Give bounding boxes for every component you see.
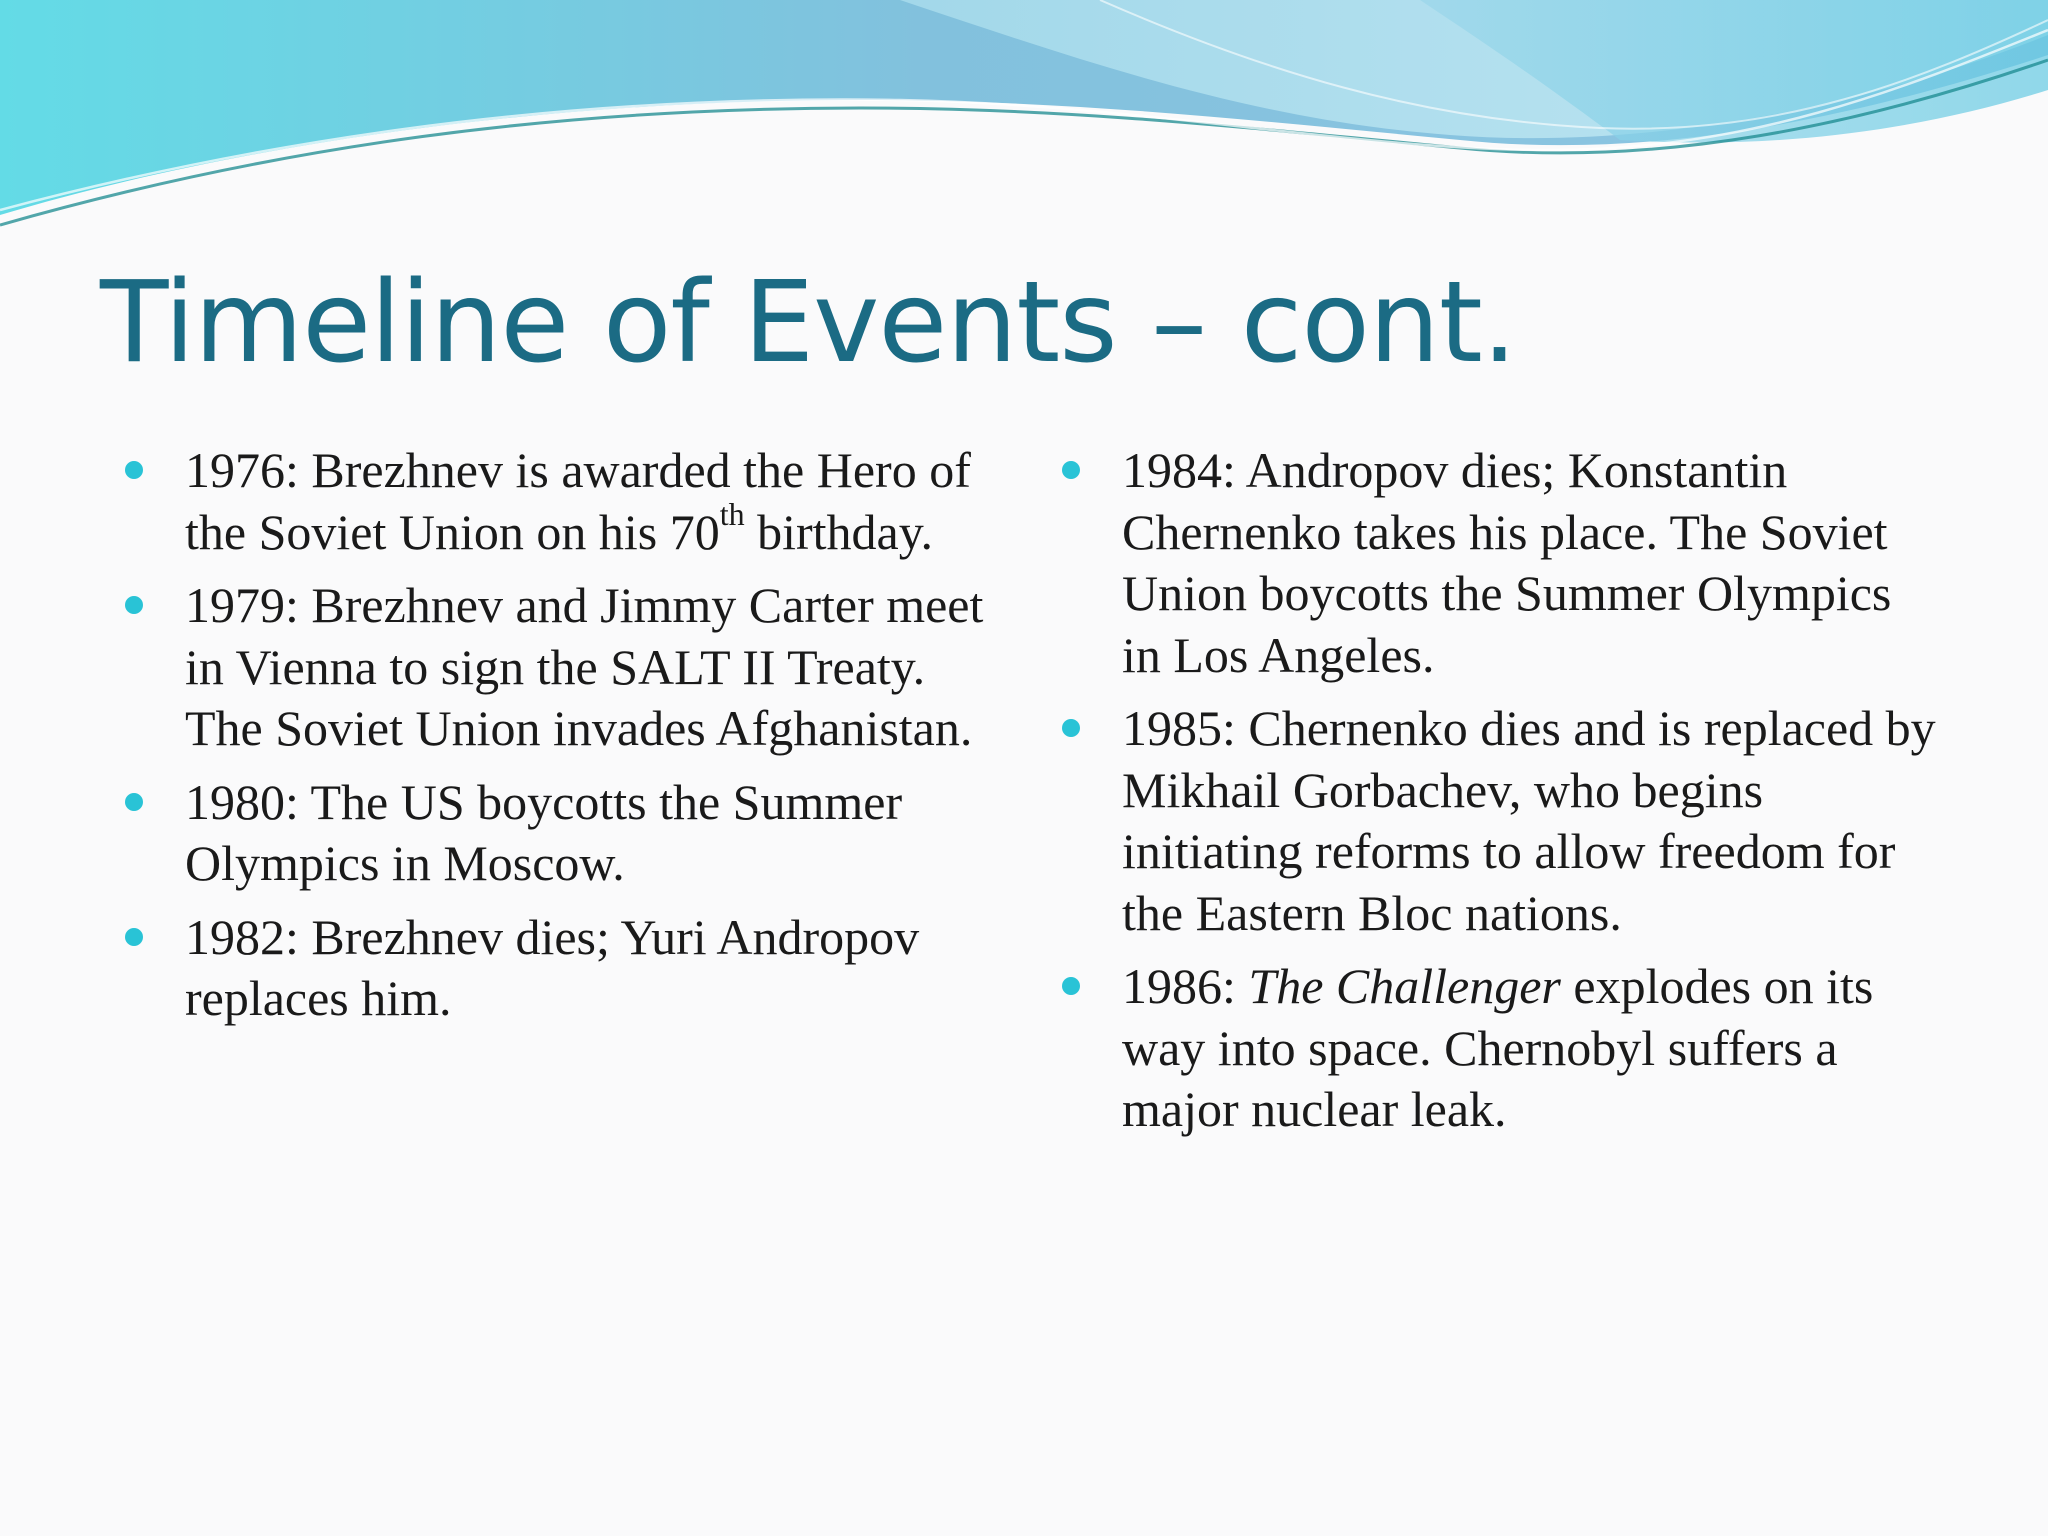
slide-title: Timeline of Events – cont.	[100, 258, 1517, 388]
superscript: th	[719, 495, 745, 532]
bullet-text: 1986: The Challenger explodes on its way into space. Chernobyl suffers a major nuclear leak.	[1122, 958, 1874, 1137]
bullet-item-1976	[125, 440, 995, 563]
bullet-item-1985	[1062, 698, 1942, 944]
bullet-item-1980	[125, 772, 995, 895]
bullet-dot-icon	[1062, 977, 1080, 995]
bullet-dot-icon	[125, 928, 143, 946]
bullet-text: 1976: Brezhnev is awarded the Hero of the Soviet Union on his 70th birthday.	[185, 442, 971, 560]
bullet-dot-icon	[125, 596, 143, 614]
left-bullet-list	[125, 440, 995, 1042]
bullet-dot-icon	[1062, 461, 1080, 479]
bullet-dot-icon	[125, 461, 143, 479]
bullet-text: 1979: Brezhnev and Jimmy Carter meet in Vienna to sign the SALT II Treaty. The Soviet Union invades Afghanistan.	[185, 577, 984, 756]
bullet-text: 1985: Chernenko dies and is replaced by Mikhail Gorbachev, who begins initiating reforms to allow freedom for the Eastern Bloc nations.	[1122, 700, 1936, 941]
bullet-dot-icon	[125, 793, 143, 811]
bullet-text: 1980: The US boycotts the Summer Olympics in Moscow.	[185, 773, 903, 891]
bullet-text: 1984: Andropov dies; Konstantin Chernenko takes his place. The Soviet Union boycotts the Summer Olympics in Los Angeles.	[1122, 442, 1892, 683]
right-bullet-list	[1062, 440, 1942, 1153]
bullet-item-1979	[125, 575, 995, 760]
bullet-item-1984	[1062, 440, 1942, 686]
bullet-text: 1982: Brezhnev dies; Yuri Andropov replaces him.	[185, 908, 920, 1026]
bullet-item-1986	[1062, 956, 1942, 1141]
bullet-dot-icon	[1062, 719, 1080, 737]
italic-title: The Challenger	[1248, 958, 1561, 1014]
bullet-item-1982	[125, 907, 995, 1030]
header-wave-decoration	[0, 0, 2048, 240]
